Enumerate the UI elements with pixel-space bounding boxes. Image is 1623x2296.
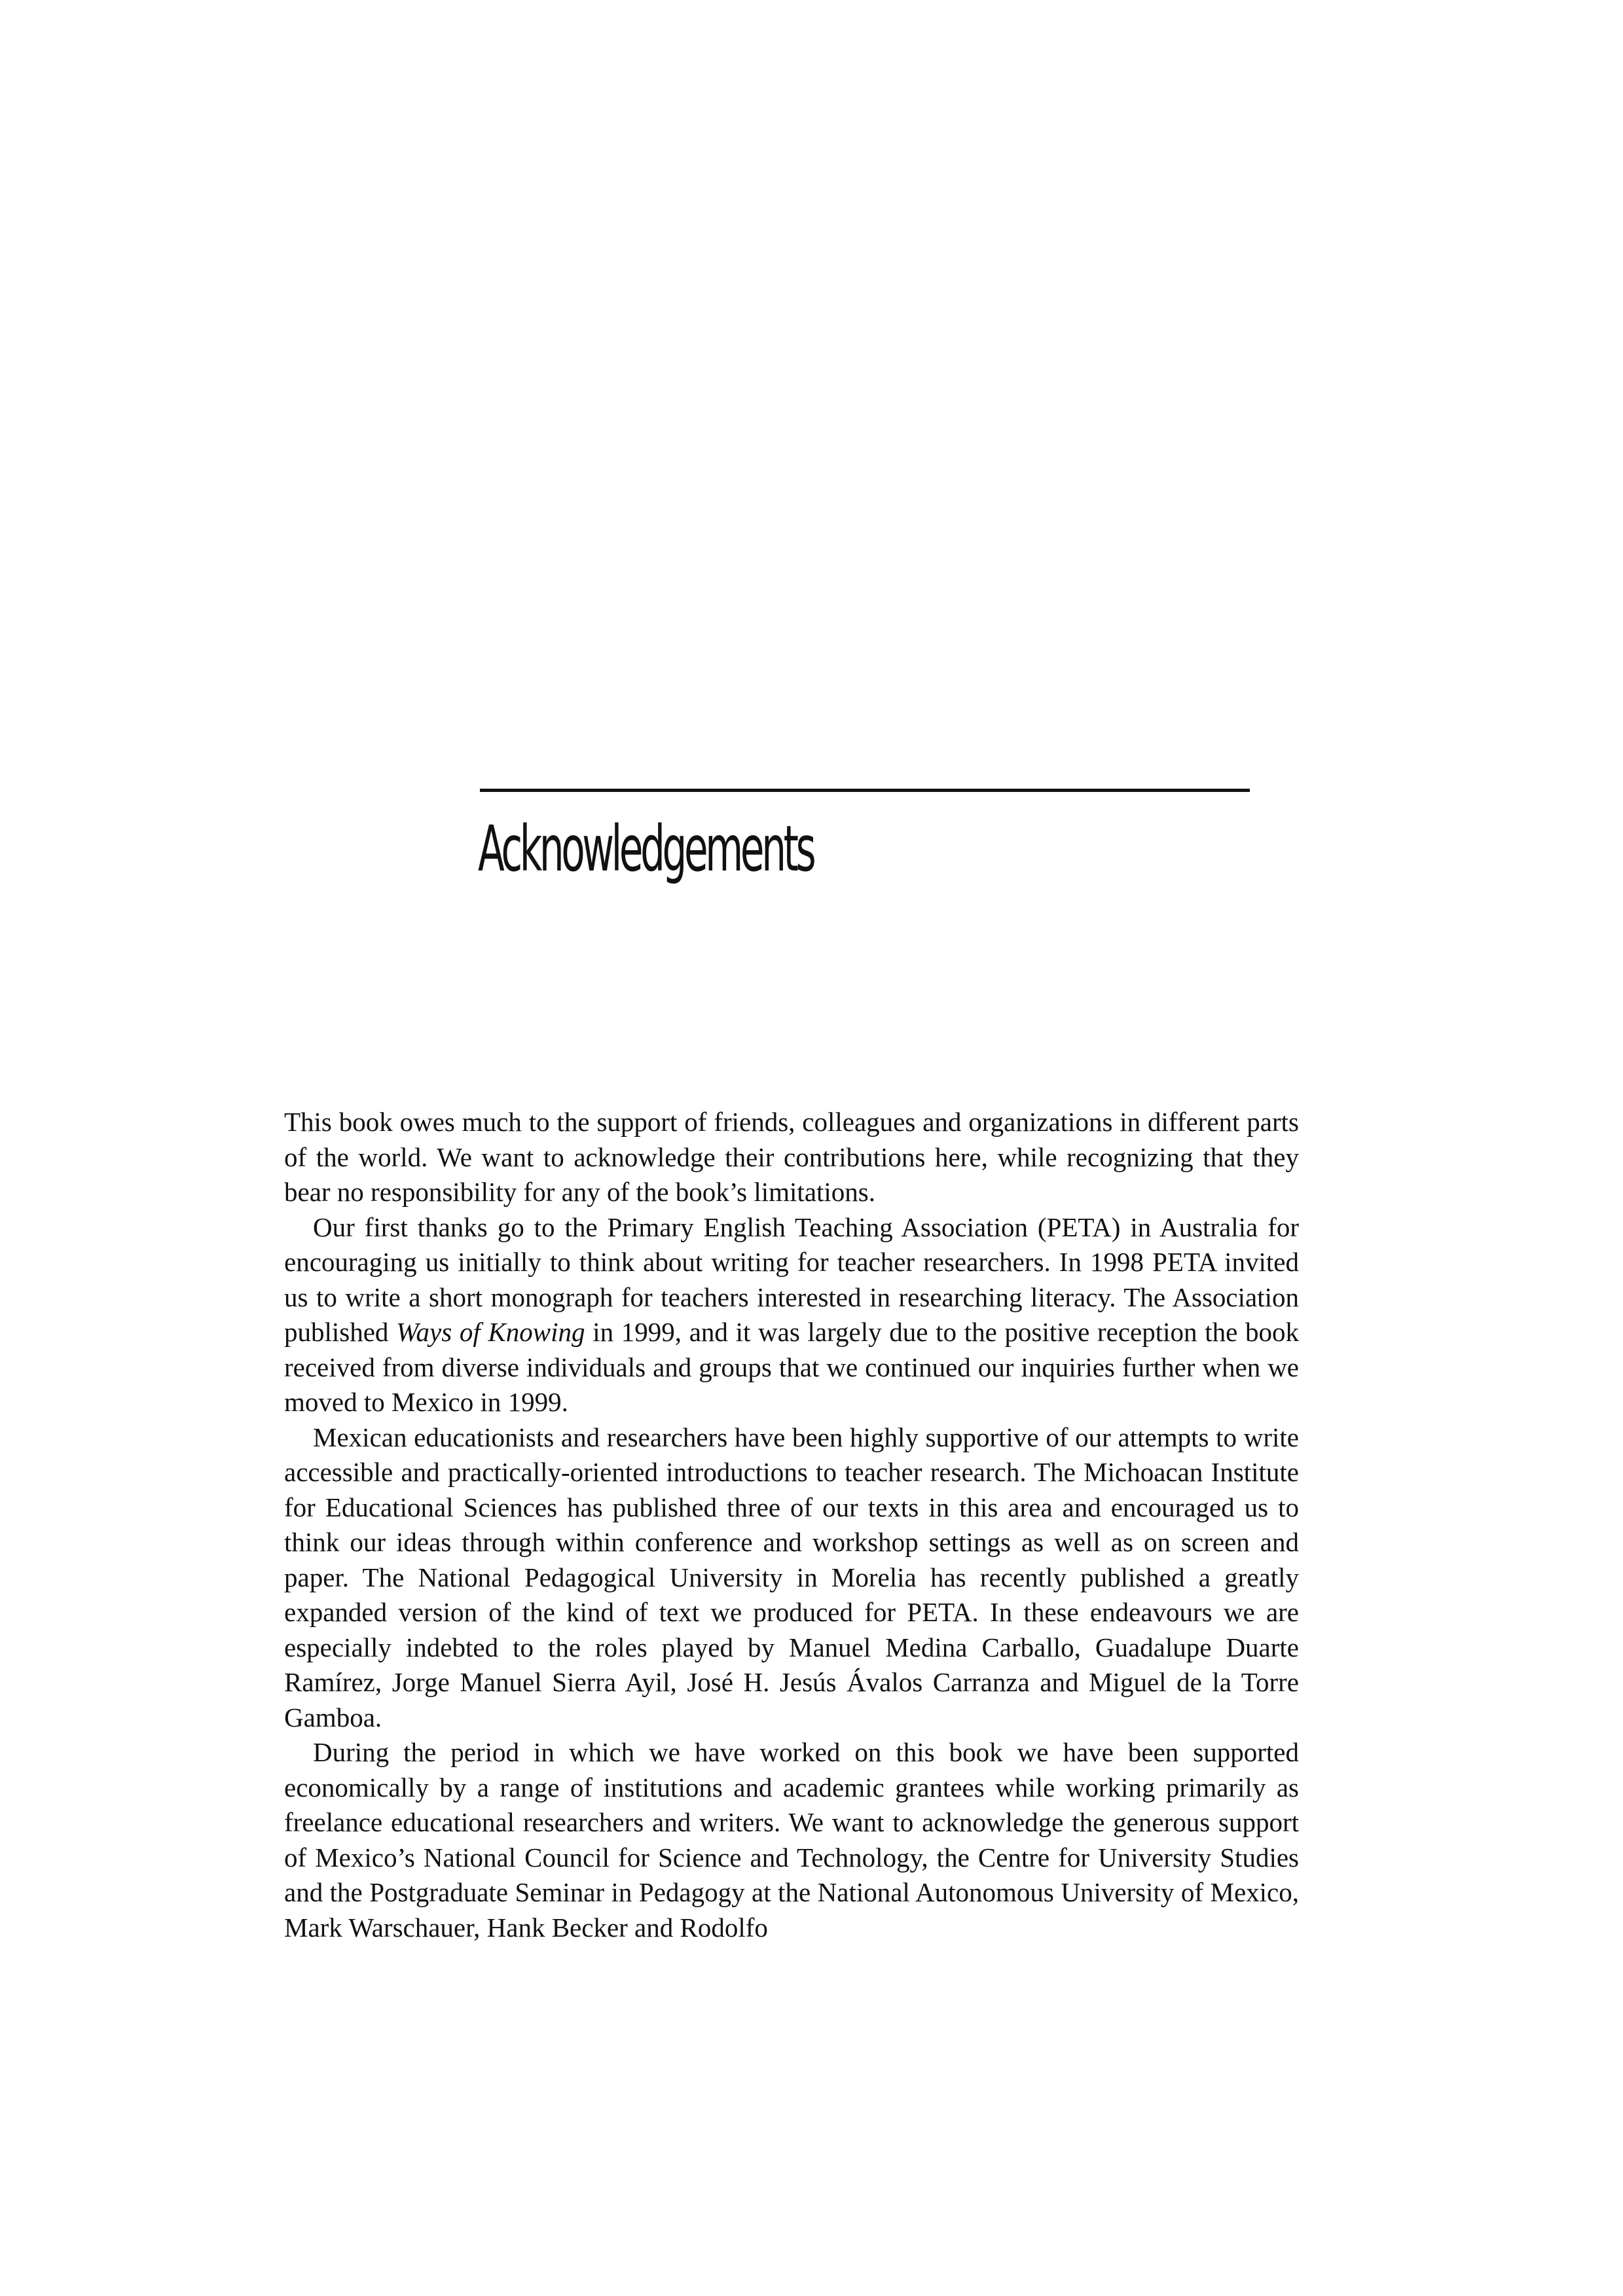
paragraph-3: Mexican educationists and researchers have been highly supportive of our attempts to write accessible and practically-oriented introductions to teacher research. The Michoacan Institute for Educational Sciences has published three of our texts in this area and encouraged us to think our ideas through within conference and workshop settings as well as on screen and paper. The National Pedagogical University in Morelia has recently published a greatly expanded version of the kind of text we produced for PETA. In these endeavours we are especially indebted to the roles played by Manuel Medina Carballo, Guadalupe Duarte Ramírez, Jorge Manuel Sierra Ayil, José H. Jesús Ávalos Carranza and Miguel de la Torre Gamboa.: [284, 1422, 1299, 1732]
body-text: [284, 1105, 1299, 1945]
paragraph-2-text-before: Our first thanks go to the Primary English Teaching Association (PETA) in Australia for encouraging us initially to think about writing for teacher researchers. In 1998 PETA invited us to write a short monograph for teachers interested in researching literacy. The Association published: [284, 1211, 1299, 1347]
book-title-ways-of-knowing: Ways of Knowing: [396, 1317, 585, 1347]
paragraph-2-text-after: in 1999, and it was largely due to the positive reception the book received from diverse individuals and groups that we continued our inquiries further when we moved to Mexico in 1999.: [284, 1317, 1299, 1417]
page-title: Acknowledgements: [478, 812, 814, 886]
paragraph-1: This book owes much to the support of friends, colleagues and organizations in different parts of the world. We want to acknowledge their contributions here, while recognizing that they bear no responsibility for any of the book’s limitations.: [284, 1107, 1299, 1207]
paragraph-2: [284, 1210, 1299, 1420]
paragraph-4: During the period in which we have worked on this book we have been supported economically by a range of institutions and academic grantees while working primarily as freelance educational researchers and writers. We want to acknowledge the generous support of Mexico’s National Council for Science and Technology, the Centre for University Studies and the Postgraduate Seminar in Pedagogy at the National Autonomous University of Mexico, Mark Warschauer, Hank Becker and Rodolfo: [284, 1737, 1299, 1943]
title-rule: [480, 789, 1250, 792]
